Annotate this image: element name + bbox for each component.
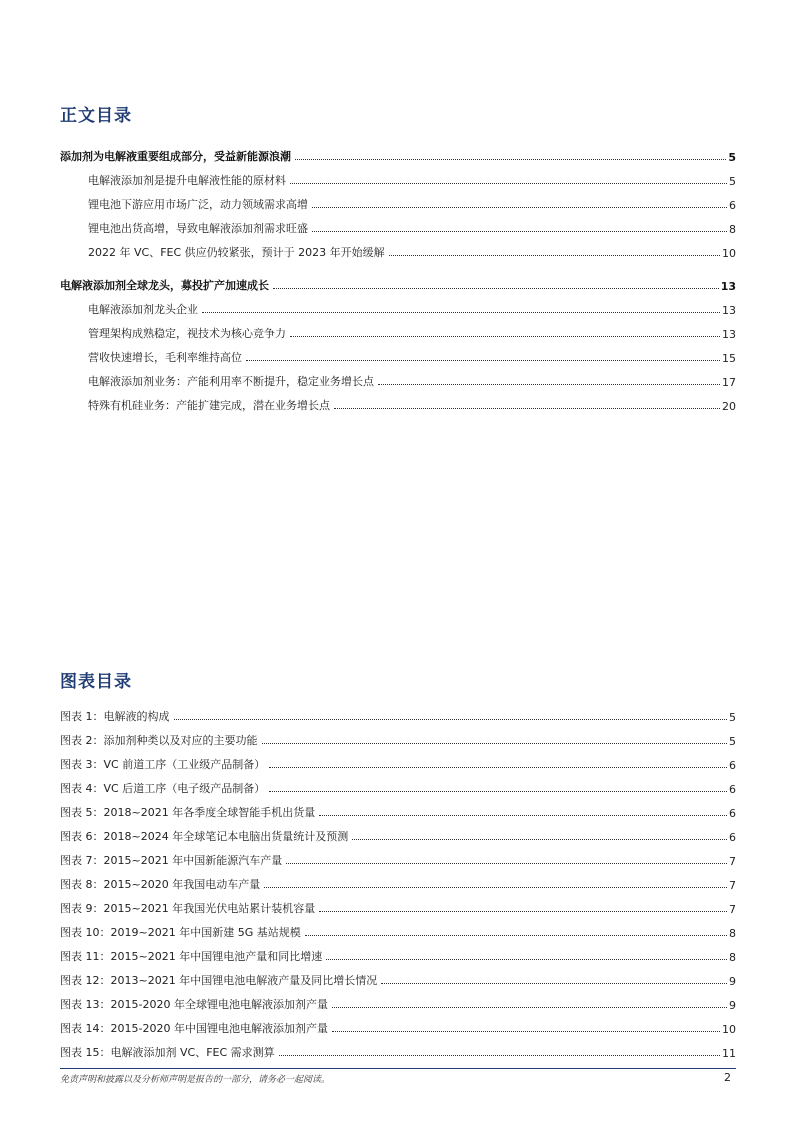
figure-text: 2018~2024 年全球笔记本电脑出货量统计及预测: [103, 830, 349, 843]
figure-text: 2015~2021 年我国光伏电站累计装机容量: [103, 902, 316, 915]
figure-label: 图表 13：: [60, 998, 111, 1011]
toc-entry-text: 2022 年 VC、FEC 供应仍较紧张，预计于 2023 年开始缓解: [88, 246, 385, 259]
figure-entry[interactable]: [60, 802, 736, 820]
figure-page-number: 6: [729, 759, 736, 772]
toc-entry-text: 电解液添加剂业务：产能利用率不断提升，稳定业务增长点: [88, 375, 374, 388]
figure-entry[interactable]: [60, 946, 736, 964]
figure-entry[interactable]: [60, 850, 736, 868]
toc-page-number: 5: [729, 175, 736, 188]
leader-dots: [319, 910, 727, 912]
figure-entry[interactable]: [60, 922, 736, 940]
toc-entry[interactable]: [88, 218, 736, 236]
toc-page-number: 8: [729, 223, 736, 236]
toc-page-number: 17: [722, 376, 736, 389]
figure-label: 图表 7：: [60, 854, 104, 867]
figure-label: 图表 5：: [60, 806, 104, 819]
toc-section-2[interactable]: [60, 275, 736, 293]
leader-dots: [326, 958, 727, 960]
toc-title: 正文目录: [60, 106, 132, 126]
figure-text: VC 后道工序（电子级产品制备）: [103, 782, 266, 795]
toc-entry[interactable]: [88, 242, 736, 260]
leader-dots: [279, 1054, 720, 1056]
toc-entry-text: 锂电池下游应用市场广泛，动力领域需求高增: [88, 198, 308, 211]
figure-page-number: 10: [722, 1023, 736, 1036]
figure-text: 电解液的构成: [103, 710, 170, 723]
toc-entry-text: 营收快速增长，毛利率维持高位: [88, 351, 242, 364]
leader-dots: [381, 982, 727, 984]
figure-label: 图表 14：: [60, 1022, 111, 1035]
figure-page-number: 6: [729, 783, 736, 796]
toc-entry-text: 电解液添加剂龙头企业: [88, 303, 198, 316]
figure-entry[interactable]: [60, 898, 736, 916]
toc-entry-text: 特殊有机硅业务：产能扩建完成，潜在业务增长点: [88, 399, 330, 412]
figure-text: 2015~2021 年中国锂电池产量和同比增速: [110, 950, 323, 963]
figure-label: 图表 8：: [60, 878, 104, 891]
figure-text: 2019~2021 年中国新建 5G 基站规模: [110, 926, 301, 939]
footer-divider: [60, 1068, 736, 1069]
figure-label: 图表 6：: [60, 830, 104, 843]
figure-label: 图表 10：: [60, 926, 111, 939]
leader-dots: [290, 335, 720, 337]
figure-entry[interactable]: [60, 706, 736, 724]
leader-dots: [246, 359, 720, 361]
figure-text: 2013~2021 年中国锂电池电解液产量及同比增长情况: [110, 974, 378, 987]
figures-title: 图表目录: [60, 672, 132, 692]
toc-entry[interactable]: [88, 170, 736, 188]
leader-dots: [264, 886, 727, 888]
figure-text: 2015-2020 年全球锂电池电解液添加剂产量: [110, 998, 328, 1011]
toc-section-1[interactable]: [60, 146, 736, 164]
figure-page-number: 9: [729, 999, 736, 1012]
figure-page-number: 8: [729, 951, 736, 964]
leader-dots: [290, 182, 727, 184]
figure-page-number: 5: [729, 735, 736, 748]
figure-entry[interactable]: [60, 970, 736, 988]
figure-text: 2015-2020 年中国锂电池电解液添加剂产量: [110, 1022, 328, 1035]
figure-label: 图表 4：: [60, 782, 104, 795]
toc-page-number: 15: [722, 352, 736, 365]
figure-entry[interactable]: [60, 730, 736, 748]
toc-section-text: 电解液添加剂全球龙头，募投扩产加速成长: [60, 279, 269, 292]
figure-page-number: 6: [729, 831, 736, 844]
toc-page-number: 6: [729, 199, 736, 212]
figure-page-number: 9: [729, 975, 736, 988]
leader-dots: [273, 287, 719, 289]
toc-entry[interactable]: [88, 371, 736, 389]
leader-dots: [389, 254, 720, 256]
leader-dots: [319, 814, 727, 816]
leader-dots: [305, 934, 727, 936]
figure-entry[interactable]: [60, 778, 736, 796]
leader-dots: [286, 862, 727, 864]
figure-entry[interactable]: [60, 754, 736, 772]
leader-dots: [202, 311, 720, 313]
toc-page-number: 13: [722, 304, 736, 317]
footer-disclaimer: 免责声明和披露以及分析师声明是报告的一部分，请务必一起阅读。: [60, 1075, 331, 1085]
toc-entry[interactable]: [88, 395, 736, 413]
figure-label: 图表 3：: [60, 758, 104, 771]
figure-label: 图表 2：: [60, 734, 104, 747]
figure-page-number: 8: [729, 927, 736, 940]
figure-page-number: 6: [729, 807, 736, 820]
toc-entry-text: 管理架构成熟稳定，视技术为核心竞争力: [88, 327, 286, 340]
figure-label: 图表 9：: [60, 902, 104, 915]
toc-page-number: 5: [728, 151, 736, 164]
figure-label: 图表 15：: [60, 1046, 111, 1059]
figure-entry[interactable]: [60, 874, 736, 892]
toc-page-number: 13: [720, 280, 736, 293]
toc-entry-text: 锂电池出货高增，导致电解液添加剂需求旺盛: [88, 222, 308, 235]
page-number: 2: [724, 1071, 731, 1084]
leader-dots: [378, 383, 720, 385]
figure-entry[interactable]: [60, 826, 736, 844]
leader-dots: [312, 206, 727, 208]
figure-page-number: 5: [729, 711, 736, 724]
leader-dots: [332, 1006, 727, 1008]
toc-entry[interactable]: [88, 347, 736, 365]
leader-dots: [174, 718, 728, 720]
toc-section-text: 添加剂为电解液重要组成部分，受益新能源浪潮: [60, 150, 291, 163]
figure-text: 2015~2020 年我国电动车产量: [103, 878, 261, 891]
figure-entry[interactable]: [60, 994, 736, 1012]
figure-label: 图表 1：: [60, 710, 104, 723]
leader-dots: [269, 790, 727, 792]
toc-entry[interactable]: [88, 299, 736, 317]
toc-entry-text: 电解液添加剂是提升电解液性能的原材料: [88, 174, 286, 187]
leader-dots: [332, 1030, 720, 1032]
toc-page-number: 20: [722, 400, 736, 413]
leader-dots: [312, 230, 727, 232]
figure-text: 添加剂种类以及对应的主要功能: [103, 734, 258, 747]
figure-label: 图表 11：: [60, 950, 111, 963]
leader-dots: [352, 838, 727, 840]
toc-entry[interactable]: [88, 194, 736, 212]
figure-label: 图表 12：: [60, 974, 111, 987]
figure-text: VC 前道工序（工业级产品制备）: [103, 758, 266, 771]
leader-dots: [334, 407, 720, 409]
leader-dots: [269, 766, 727, 768]
toc-page-number: 13: [722, 328, 736, 341]
figure-page-number: 7: [729, 879, 736, 892]
leader-dots: [262, 742, 728, 744]
figure-text: 2018~2021 年各季度全球智能手机出货量: [103, 806, 316, 819]
toc-page-number: 10: [722, 247, 736, 260]
figure-page-number: 11: [722, 1047, 736, 1060]
leader-dots: [295, 158, 726, 160]
figure-entry[interactable]: [60, 1042, 736, 1060]
figure-page-number: 7: [729, 903, 736, 916]
figure-text: 电解液添加剂 VC、FEC 需求测算: [110, 1046, 275, 1059]
toc-entry[interactable]: [88, 323, 736, 341]
figure-entry[interactable]: [60, 1018, 736, 1036]
figure-text: 2015~2021 年中国新能源汽车产量: [103, 854, 283, 867]
figure-page-number: 7: [729, 855, 736, 868]
